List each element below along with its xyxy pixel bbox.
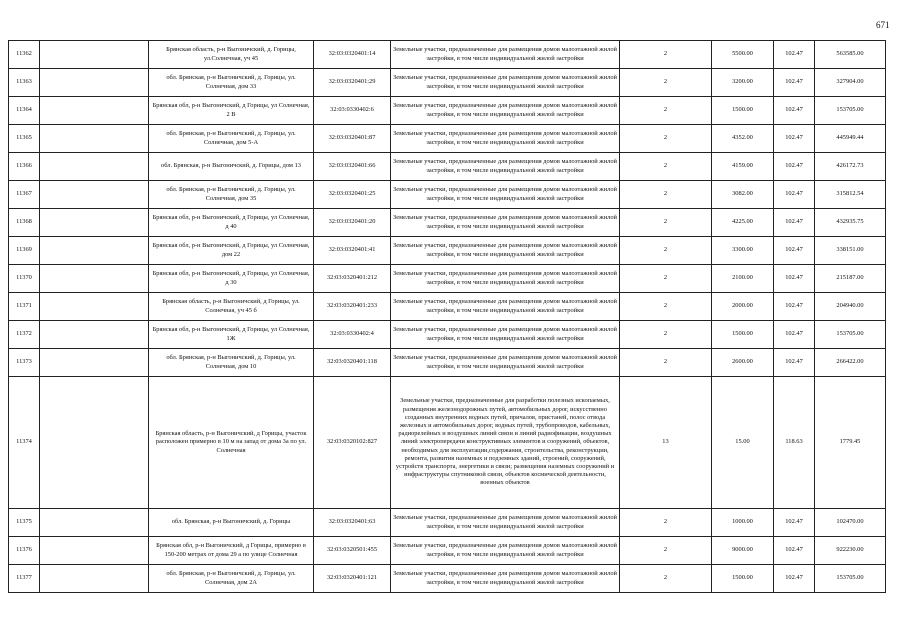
table-row <box>9 537 886 565</box>
address-cell: Брянская обл, р-н Выгоничский, д Горицы, примерно в 150-200 метрах от дома 29 а по улице Солнечная <box>149 537 314 565</box>
group-number-cell: 2 <box>620 97 712 125</box>
cadastral-value-cell: 153705.00 <box>815 565 886 593</box>
area-cell: 1500.00 <box>712 97 774 125</box>
area-cell: 9000.00 <box>712 537 774 565</box>
table-row <box>9 293 886 321</box>
land-use-category-cell: Земельные участки, предназначенные для размещения домов малоэтажной жилой застройки, в том числе индивидуальной жилой застройки <box>391 41 620 69</box>
group-number-cell: 2 <box>620 153 712 181</box>
blank-cell <box>40 41 149 69</box>
table-row <box>9 209 886 237</box>
address-cell: Брянская область, р-н Выгоничский, д Горицы, ул. Солнечная, уч 45 б <box>149 293 314 321</box>
address-cell: обл. Брянская, р-н Выгоничский, д. Горицы, ул. Солнечная, дом 10 <box>149 349 314 377</box>
area-cell: 4225.00 <box>712 209 774 237</box>
table-row <box>9 349 886 377</box>
table-row <box>9 265 886 293</box>
cadastral-number-cell: 32:03:0320401:87 <box>314 125 391 153</box>
cadastral-number-cell: 32:03:0320401:41 <box>314 237 391 265</box>
table-row <box>9 41 886 69</box>
row-number-cell: 11374 <box>9 377 40 509</box>
land-use-category-cell: Земельные участки, предназначенные для размещения домов малоэтажной жилой застройки, в том числе индивидуальной жилой застройки <box>391 97 620 125</box>
blank-cell <box>40 537 149 565</box>
cadastral-number-cell: 32:03:0320401:121 <box>314 565 391 593</box>
row-number-cell: 11370 <box>9 265 40 293</box>
group-number-cell: 2 <box>620 181 712 209</box>
blank-cell <box>40 265 149 293</box>
land-use-category-cell: Земельные участки, предназначенные для размещения домов малоэтажной жилой застройки, в том числе индивидуальной жилой застройки <box>391 537 620 565</box>
land-use-category-cell: Земельные участки, предназначенные для размещения домов малоэтажной жилой застройки, в том числе индивидуальной жилой застройки <box>391 69 620 97</box>
address-cell: обл. Брянская, р-н Выгоничский, д. Горицы <box>149 509 314 537</box>
cadastral-number-cell: 32:03:0320401:63 <box>314 509 391 537</box>
cadastral-number-cell: 32:03:0320401:20 <box>314 209 391 237</box>
specific-value-cell: 102.47 <box>774 265 815 293</box>
cadastral-number-cell: 32:03:0320401:212 <box>314 265 391 293</box>
blank-cell <box>40 209 149 237</box>
table-row <box>9 125 886 153</box>
group-number-cell: 2 <box>620 537 712 565</box>
specific-value-cell: 102.47 <box>774 125 815 153</box>
cadastral-value-cell: 153705.00 <box>815 321 886 349</box>
area-cell: 2000.00 <box>712 293 774 321</box>
specific-value-cell: 102.47 <box>774 97 815 125</box>
land-use-category-cell: Земельные участки, предназначенные для размещения домов малоэтажной жилой застройки, в том числе индивидуальной жилой застройки <box>391 153 620 181</box>
specific-value-cell: 118.63 <box>774 377 815 509</box>
row-number-cell: 11363 <box>9 69 40 97</box>
row-number-cell: 11362 <box>9 41 40 69</box>
row-number-cell: 11372 <box>9 321 40 349</box>
address-cell: Брянская обл, р-н Выгоничский, д Горицы, ул Солнечная, дом 22 <box>149 237 314 265</box>
area-cell: 1000.00 <box>712 509 774 537</box>
land-use-category-cell: Земельные участки, предназначенные для размещения домов малоэтажной жилой застройки, в том числе индивидуальной жилой застройки <box>391 321 620 349</box>
cadastral-value-cell: 563585.00 <box>815 41 886 69</box>
cadastral-number-cell: 32:03:0320401:66 <box>314 153 391 181</box>
land-use-category-cell: Земельные участки, предназначенные для размещения домов малоэтажной жилой застройки, в том числе индивидуальной жилой застройки <box>391 181 620 209</box>
cadastral-value-cell: 426172.73 <box>815 153 886 181</box>
group-number-cell: 2 <box>620 509 712 537</box>
blank-cell <box>40 69 149 97</box>
row-number-cell: 11371 <box>9 293 40 321</box>
group-number-cell: 2 <box>620 265 712 293</box>
cadastral-value-cell: 315812.54 <box>815 181 886 209</box>
table-body <box>9 41 886 593</box>
group-number-cell: 2 <box>620 565 712 593</box>
cadastral-number-cell: 32:03:0320401:233 <box>314 293 391 321</box>
row-number-cell: 11373 <box>9 349 40 377</box>
cadastral-number-cell: 32:03:0320501:455 <box>314 537 391 565</box>
table-row <box>9 153 886 181</box>
land-use-category-cell: Земельные участки, предназначенные для размещения домов малоэтажной жилой застройки, в том числе индивидуальной жилой застройки <box>391 509 620 537</box>
row-number-cell: 11365 <box>9 125 40 153</box>
area-cell: 3082.00 <box>712 181 774 209</box>
table-row <box>9 181 886 209</box>
cadastral-value-cell: 327904.00 <box>815 69 886 97</box>
table-row <box>9 69 886 97</box>
area-cell: 3300.00 <box>712 237 774 265</box>
cadastral-value-cell: 153705.00 <box>815 97 886 125</box>
address-cell: Брянская обл, р-н Выгоничский, д Горицы, ул Солнечная, д 30 <box>149 265 314 293</box>
group-number-cell: 2 <box>620 349 712 377</box>
blank-cell <box>40 565 149 593</box>
group-number-cell: 2 <box>620 69 712 97</box>
address-cell: обл. Брянская, р-н Выгоничский, д. Горицы, дом 13 <box>149 153 314 181</box>
table-row <box>9 377 886 509</box>
cadastral-value-cell: 204940.00 <box>815 293 886 321</box>
blank-cell <box>40 321 149 349</box>
address-cell: Брянская область, р-н Выгоничский, д. Горицы, ул.Солнечная, уч 45 <box>149 41 314 69</box>
cadastral-number-cell: 32:03:0320401:118 <box>314 349 391 377</box>
address-cell: обл. Брянская, р-н Выгоничский, д. Горицы, ул. Солнечная, дом 35 <box>149 181 314 209</box>
specific-value-cell: 102.47 <box>774 293 815 321</box>
land-use-category-cell: Земельные участки, предназначенные для размещения домов малоэтажной жилой застройки, в том числе индивидуальной жилой застройки <box>391 565 620 593</box>
land-use-category-cell: Земельные участки, предназначенные для размещения домов малоэтажной жилой застройки, в том числе индивидуальной жилой застройки <box>391 265 620 293</box>
cadastral-number-cell: 32:03:0320401:14 <box>314 41 391 69</box>
group-number-cell: 2 <box>620 209 712 237</box>
land-use-category-cell: Земельные участки, предназначенные для размещения домов малоэтажной жилой застройки, в том числе индивидуальной жилой застройки <box>391 237 620 265</box>
cadastral-value-cell: 338151.00 <box>815 237 886 265</box>
land-use-category-cell: Земельные участки, предназначенные для размещения домов малоэтажной жилой застройки, в том числе индивидуальной жилой застройки <box>391 349 620 377</box>
address-cell: Брянская обл, р-н Выгоничский, д Горицы, ул Солнечная, 1Ж <box>149 321 314 349</box>
blank-cell <box>40 97 149 125</box>
row-number-cell: 11369 <box>9 237 40 265</box>
area-cell: 1500.00 <box>712 565 774 593</box>
row-number-cell: 11376 <box>9 537 40 565</box>
group-number-cell: 2 <box>620 41 712 69</box>
specific-value-cell: 102.47 <box>774 69 815 97</box>
specific-value-cell: 102.47 <box>774 209 815 237</box>
specific-value-cell: 102.47 <box>774 349 815 377</box>
table-row <box>9 237 886 265</box>
row-number-cell: 11366 <box>9 153 40 181</box>
area-cell: 1500.00 <box>712 321 774 349</box>
cadastral-value-cell: 1779.45 <box>815 377 886 509</box>
cadastral-number-cell: 32:03:0330402:6 <box>314 97 391 125</box>
blank-cell <box>40 509 149 537</box>
cadastral-number-cell: 32:03:0330402:4 <box>314 321 391 349</box>
specific-value-cell: 102.47 <box>774 565 815 593</box>
address-cell: обл. Брянская, р-н Выгоничский, д. Горицы, ул. Солнечная, дом 5-А <box>149 125 314 153</box>
table-row <box>9 509 886 537</box>
row-number-cell: 11377 <box>9 565 40 593</box>
address-cell: Брянская область, р-н Выгоничский, д Горицы, участок расположен примерно в 10 м на запад от дома 3а по ул. Солнечная <box>149 377 314 509</box>
area-cell: 3200.00 <box>712 69 774 97</box>
specific-value-cell: 102.47 <box>774 237 815 265</box>
cadastral-value-cell: 922230.00 <box>815 537 886 565</box>
area-cell: 4159.00 <box>712 153 774 181</box>
area-cell: 2600.00 <box>712 349 774 377</box>
cadastral-value-cell: 215187.00 <box>815 265 886 293</box>
row-number-cell: 11367 <box>9 181 40 209</box>
page-number: 671 <box>876 20 890 30</box>
cadastral-number-cell: 32:03:0320401:29 <box>314 69 391 97</box>
address-cell: обл. Брянская, р-н Выгоничский, д. Горицы, ул. Солнечная, дом 2А <box>149 565 314 593</box>
table-row <box>9 321 886 349</box>
row-number-cell: 11368 <box>9 209 40 237</box>
cadastral-value-cell: 445949.44 <box>815 125 886 153</box>
cadastral-value-table <box>8 40 886 593</box>
area-cell: 4352.00 <box>712 125 774 153</box>
group-number-cell: 2 <box>620 125 712 153</box>
specific-value-cell: 102.47 <box>774 321 815 349</box>
address-cell: Брянская обл, р-н Выгоничский, д Горицы, ул Солнечная, 2 В <box>149 97 314 125</box>
row-number-cell: 11375 <box>9 509 40 537</box>
land-use-category-cell: Земельные участки, предназначенные для разработки полезных ископаемых, размещения железнодорожных путей, автомобильных дорог, искусственно созданных внутренних водных путей, причалов, пристаней, полос отвода железных и автомобильных дорог, водных путей, трубопроводов, кабельных, радиорелейных и воздушных линий связи и линий радиофикации, воздушных линий электропередачи конструктивных элементов и сооружений, объектов, необходимых для эксплуатации,содержания, строительства, реконструкции, ремонта, развития наземных и подземных зданий, строений, сооружений, устройств транспорта, энергетики и связи; размещения наземных сооружений и инфраструктуры спутниковой связи, объектов космической деятельности, военных объектов <box>391 377 620 509</box>
table-row <box>9 97 886 125</box>
table-row <box>9 565 886 593</box>
blank-cell <box>40 181 149 209</box>
group-number-cell: 13 <box>620 377 712 509</box>
cadastral-value-cell: 432935.75 <box>815 209 886 237</box>
blank-cell <box>40 153 149 181</box>
blank-cell <box>40 349 149 377</box>
specific-value-cell: 102.47 <box>774 509 815 537</box>
row-number-cell: 11364 <box>9 97 40 125</box>
cadastral-number-cell: 32:03:0320401:25 <box>314 181 391 209</box>
blank-cell <box>40 293 149 321</box>
specific-value-cell: 102.47 <box>774 41 815 69</box>
land-use-category-cell: Земельные участки, предназначенные для размещения домов малоэтажной жилой застройки, в том числе индивидуальной жилой застройки <box>391 293 620 321</box>
cadastral-value-cell: 102470.00 <box>815 509 886 537</box>
group-number-cell: 2 <box>620 237 712 265</box>
group-number-cell: 2 <box>620 321 712 349</box>
area-cell: 15.00 <box>712 377 774 509</box>
blank-cell <box>40 237 149 265</box>
land-use-category-cell: Земельные участки, предназначенные для размещения домов малоэтажной жилой застройки, в том числе индивидуальной жилой застройки <box>391 209 620 237</box>
address-cell: обл. Брянская, р-н Выгоничский, д. Горицы, ул. Солнечная, дом 33 <box>149 69 314 97</box>
blank-cell <box>40 377 149 509</box>
cadastral-number-cell: 32:03:0320102:827 <box>314 377 391 509</box>
area-cell: 2100.00 <box>712 265 774 293</box>
land-use-category-cell: Земельные участки, предназначенные для размещения домов малоэтажной жилой застройки, в том числе индивидуальной жилой застройки <box>391 125 620 153</box>
cadastral-value-cell: 266422.00 <box>815 349 886 377</box>
address-cell: Брянская обл, р-н Выгоничский, д Горицы, ул Солнечная, д 40 <box>149 209 314 237</box>
group-number-cell: 2 <box>620 293 712 321</box>
blank-cell <box>40 125 149 153</box>
specific-value-cell: 102.47 <box>774 153 815 181</box>
specific-value-cell: 102.47 <box>774 537 815 565</box>
area-cell: 5500.00 <box>712 41 774 69</box>
specific-value-cell: 102.47 <box>774 181 815 209</box>
